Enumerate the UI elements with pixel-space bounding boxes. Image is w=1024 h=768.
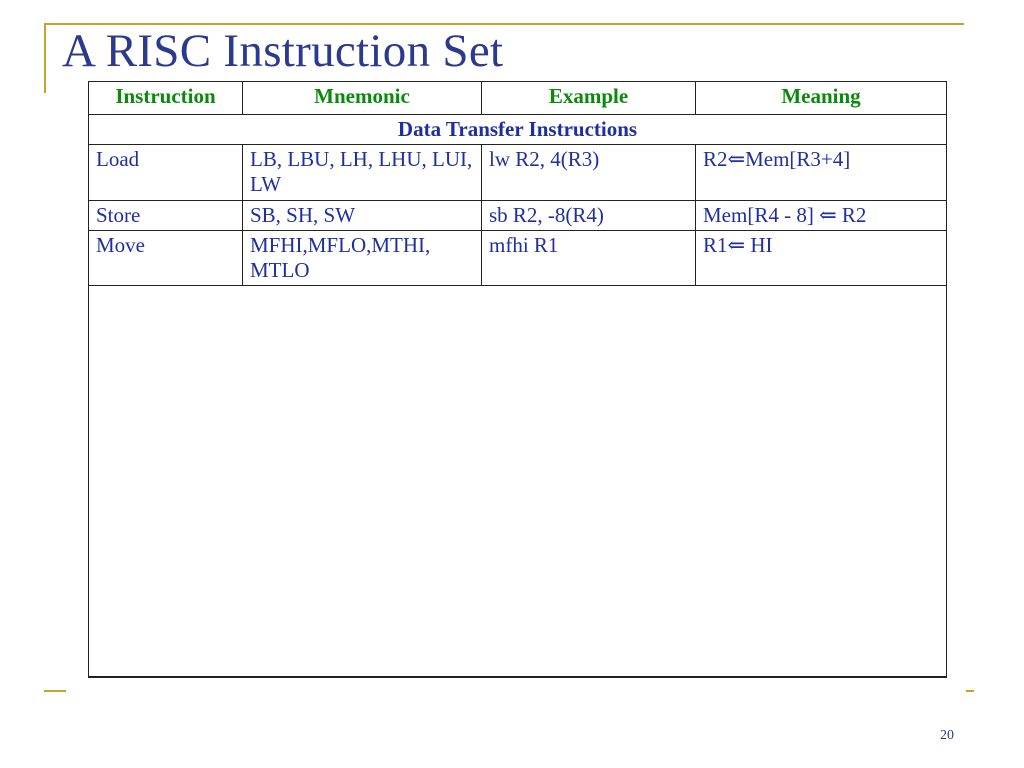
header-meaning: Meaning — [696, 82, 947, 115]
cell-instruction: Load — [89, 145, 243, 200]
cell-example: mfhi R1 — [482, 230, 696, 285]
header-mnemonic: Mnemonic — [243, 82, 482, 115]
slide-title: A RISC Instruction Set — [62, 25, 504, 77]
frame-left-line — [44, 23, 46, 93]
header-instruction: Instruction — [89, 82, 243, 115]
table-row — [89, 145, 947, 200]
cell-mnemonic: MFHI,MFLO,MTHI, MTLO — [243, 230, 482, 285]
cell-meaning: R2⇐Mem[R3+4] — [696, 145, 947, 200]
section-label: Data Transfer Instructions — [89, 115, 947, 145]
section-row — [89, 115, 947, 145]
instruction-table — [88, 81, 947, 678]
empty-cell — [89, 286, 947, 678]
cell-mnemonic: SB, SH, SW — [243, 200, 482, 230]
cell-instruction: Store — [89, 200, 243, 230]
frame-bottom-left-segment — [44, 690, 66, 692]
page-number: 20 — [940, 728, 954, 743]
cell-meaning: Mem[R4 - 8] ⇐ R2 — [696, 200, 947, 230]
cell-example: lw R2, 4(R3) — [482, 145, 696, 200]
table-row — [89, 230, 947, 285]
table-row — [89, 200, 947, 230]
frame-bottom-right-segment — [966, 690, 974, 692]
cell-mnemonic: LB, LBU, LH, LHU, LUI, LW — [243, 145, 482, 200]
empty-table-area — [89, 286, 947, 678]
cell-example: sb R2, -8(R4) — [482, 200, 696, 230]
cell-instruction: Move — [89, 230, 243, 285]
cell-meaning: R1⇐ HI — [696, 230, 947, 285]
table-header-row — [89, 82, 947, 115]
header-example: Example — [482, 82, 696, 115]
